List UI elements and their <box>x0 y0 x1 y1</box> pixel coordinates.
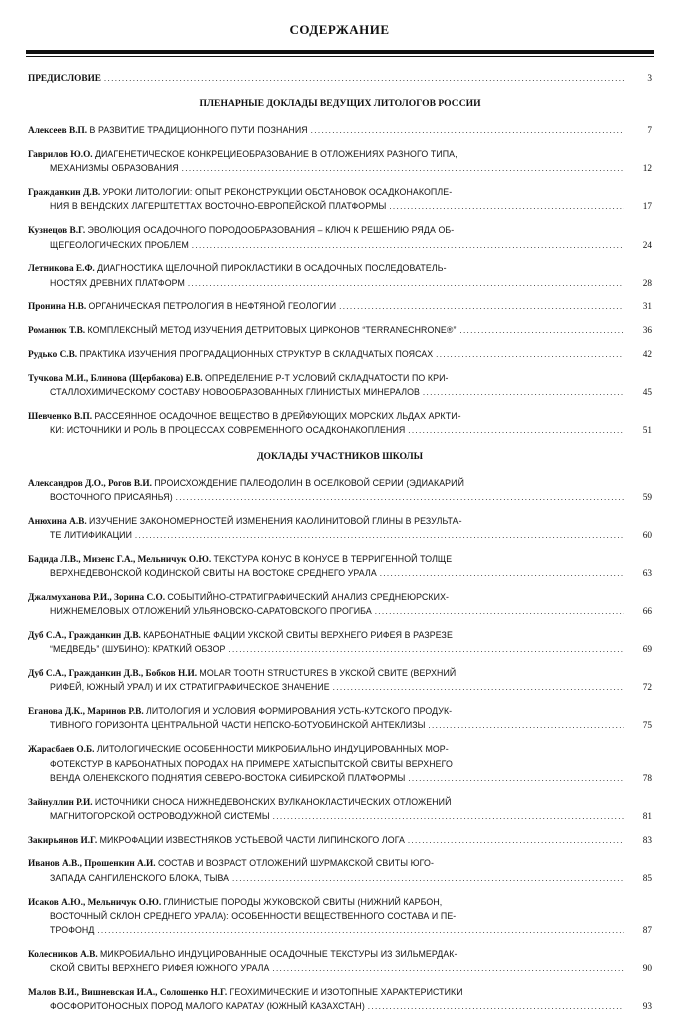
entry-title-line: ИСТОЧНИКИ СНОСА НИЖНЕДЕВОНСКИХ ВУЛКАНОКЛАСТИЧЕСКИХ ОТЛОЖЕНИЙ <box>94 796 452 807</box>
page-number: 81 <box>642 811 652 822</box>
entry-text <box>28 593 449 603</box>
dot-leader <box>273 810 624 823</box>
toc-entry[interactable] <box>28 324 652 338</box>
page-number: 83 <box>642 835 652 846</box>
entry-title-line: ОРГАНИЧЕСКАЯ ПЕТРОЛОГИЯ В НЕФТЯНОЙ ГЕОЛОГИИ <box>88 301 337 312</box>
entry-text <box>28 834 405 848</box>
entry-line <box>28 1000 624 1014</box>
entry-title-line: ЛИТОЛОГИЧЕСКИЕ ОСОБЕННОСТИ МИКРОБИАЛЬНО ИНДУЦИРОВАННЫХ МОР- <box>96 744 449 755</box>
entry-title-line: КИ: ИСТОЧНИКИ И РОЛЬ В ПРОЦЕССАХ СОВРЕМЕННОГО ОСАДКОНАКОПЛЕНИЯ <box>50 425 406 436</box>
entry-text <box>28 226 454 236</box>
entry-line <box>28 477 624 491</box>
dot-leader <box>176 491 624 504</box>
entry-title-line: ВЕНДА ОЛЕНЕКСКОГО ПОДНЯТИЯ СЕВЕРО-ВОСТОКА СИБИРСКОЙ ПЛАТФОРМЫ <box>50 772 406 783</box>
entry-authors: Малов В.И., Вишневская И.А., Солошенко Н.Г. <box>28 988 228 999</box>
toc-entry[interactable] <box>28 705 652 734</box>
entry-text <box>28 479 464 489</box>
entry-title-line: ИЗУЧЕНИЕ ЗАКОНОМЕРНОСТЕЙ ИЗМЕНЕНИЯ КАОЛИНИТОВОЙ ГЛИНЫ В РЕЗУЛЬТА- <box>89 515 462 526</box>
dot-leader <box>408 834 624 847</box>
entry-authors: Закирьянов И.Г. <box>28 835 98 846</box>
title-rule-thick <box>26 50 654 54</box>
entry-authors: Гражданкин Д.В. <box>28 188 101 199</box>
entry-title-line: ТИВНОГО ГОРИЗОНТА ЦЕНТРАЛЬНОЙ ЧАСТИ НЕПСКО-БОТУОБИНСКОЙ АНТЕКЛИЗЫ <box>50 720 426 731</box>
entry-title-line: ВОСТОЧНЫЙ СКЛОН СРЕДНЕГО УРАЛА): ОСОБЕННОСТИ ВЕЩЕСТВЕННОГО СОСТАВА И ПЕ- <box>50 910 457 921</box>
entry-title-line: ОПРЕДЕЛЕНИЕ Р-Т УСЛОВИЙ СКЛАДЧАТОСТИ ПО КРИ- <box>204 372 449 383</box>
page-number: 90 <box>642 964 652 975</box>
entry-authors: Кузнецов В.Г. <box>28 226 86 237</box>
entry-line <box>28 224 624 238</box>
dot-leader <box>192 239 624 252</box>
entry-text <box>28 374 449 384</box>
entry-text <box>50 567 377 581</box>
entry-authors: Романюк Т.В. <box>28 326 86 337</box>
entry-title-line: НИЯ В ВЕНДСКИХ ЛАГЕРШТЕТТАХ ВОСТОЧНО-ЕВРОПЕЙСКОЙ ПЛАТФОРМЫ <box>50 201 387 212</box>
entry-text <box>50 277 185 291</box>
dot-leader <box>311 124 624 137</box>
entry-authors: Исаков А.Ю., Мельничук О.Ю. <box>28 897 162 908</box>
entry-title-line: ТЕКСТУРА КОНУС В КОНУСЕ В ТЕРРИГЕННОЙ ТОЛЩЕ <box>213 553 453 564</box>
entry-line <box>28 834 624 848</box>
entry-authors: Летникова Е.Ф. <box>28 264 95 275</box>
entry-title-line: В РАЗВИТИЕ ТРАДИЦИОННОГО ПУТИ ПОЗНАНИЯ <box>89 125 308 136</box>
toc-entry[interactable] <box>28 896 652 939</box>
entry-title-line: РИФЕЙ, ЮЖНЫЙ УРАЛ) И ИХ СТРАТИГРАФИЧЕСКОЕ ЗНАЧЕНИЕ <box>50 682 330 693</box>
dot-leader <box>333 681 624 694</box>
entry-text <box>50 529 132 543</box>
toc-entry[interactable] <box>28 410 652 439</box>
entry-text <box>50 643 226 657</box>
page-number: 75 <box>642 721 652 732</box>
section-heading: ДОКЛАДЫ УЧАСТНИКОВ ШКОЛЫ <box>256 450 424 462</box>
entry-line <box>28 148 624 162</box>
entry-authors: Гаврилов Ю.О. <box>28 150 93 161</box>
entry-line <box>28 200 624 214</box>
entry-line <box>28 629 624 643</box>
page-number: 59 <box>642 492 652 503</box>
entry-text <box>28 264 447 274</box>
entry-text <box>28 898 442 908</box>
entry-text <box>28 324 456 338</box>
entry-line <box>28 567 624 581</box>
page-number: 24 <box>642 240 652 251</box>
entry-line <box>28 239 624 253</box>
entry-title-line: КОМПЛЕКСНЫЙ МЕТОД ИЗУЧЕНИЯ ДЕТРИТОВЫХ ЦИРКОНОВ “TERRANECHRONE®” <box>87 325 457 336</box>
entry-line <box>28 491 624 505</box>
page-number: 17 <box>642 202 652 213</box>
entry-title-line: ЛИТОЛОГИЯ И УСЛОВИЯ ФОРМИРОВАНИЯ УСТЬ-КУТСКОГО ПРОДУК- <box>146 706 453 717</box>
toc-entry[interactable] <box>28 743 652 786</box>
dot-leader <box>380 567 624 580</box>
entry-line <box>28 796 624 810</box>
entry-title-line: ПРАКТИКА ИЗУЧЕНИЯ ПРОГРАДАЦИОННЫХ СТРУКТУР В СКЛАДЧАТЫХ ПОЯСАХ <box>79 349 434 360</box>
dot-leader <box>104 72 624 85</box>
entry-authors: Александров Д.О., Рогов В.И. <box>28 478 152 489</box>
entry-line <box>28 948 624 962</box>
toc-entry[interactable] <box>28 148 652 177</box>
entry-text <box>28 631 453 641</box>
entry-line <box>28 553 624 567</box>
entry-title-line: ФОСФОРИТОНОСНЫХ ПОРОД МАЛОГО КАРАТАУ (ЮЖНЫЙ КАЗАХСТАН) <box>50 1001 365 1012</box>
entry-title-line: СКОЙ СВИТЫ ВЕРХНЕГО РИФЕЯ ЮЖНОГО УРАЛА <box>50 963 270 974</box>
entry-title-line: ЩЕГЕОЛОГИЧЕСКИХ ПРОБЛЕМ <box>50 239 189 250</box>
entry-line <box>28 262 624 276</box>
entry-line <box>28 681 624 695</box>
entry-text <box>28 950 458 960</box>
dot-leader <box>408 424 624 437</box>
entry-title-line: MOLAR TOOTH STRUCTURES В УКСКОЙ СВИТЕ (ВЕРХНИЙ <box>199 668 457 679</box>
page-number: 60 <box>642 530 652 541</box>
entry-title-line: СОСТАВ И ВОЗРАСТ ОТЛОЖЕНИЙ ШУРМАКСКОЙ СВИТЫ ЮГО- <box>157 858 434 869</box>
page-number: 69 <box>642 645 652 656</box>
entry-title-line: УРОКИ ЛИТОЛОГИИ: ОПЫТ РЕКОНСТРУКЦИИ ОБСТАНОВОК ОСАДКОНАКОПЛЕ- <box>102 187 453 198</box>
section-heading: ПЛЕНАРНЫЕ ДОКЛАДЫ ВЕДУЩИХ ЛИТОЛОГОВ РОССИИ <box>199 98 481 110</box>
entry-text <box>28 707 452 717</box>
entry-authors: Рудько С.В. <box>28 350 78 361</box>
entry-title-line: МИКРОБИАЛЬНО ИНДУЦИРОВАННЫЕ ОСАДОЧНЫЕ ТЕКСТУРЫ ИЗ ЗИЛЬМЕРДАК- <box>100 948 458 959</box>
entry-text <box>50 605 372 619</box>
entry-line <box>28 529 624 543</box>
toc-entry[interactable] <box>28 986 652 1015</box>
entry-title-line: НОСТЯХ ДРЕВНИХ ПЛАТФОРМ <box>50 277 185 288</box>
dot-leader <box>188 277 624 290</box>
entry-line <box>28 300 624 314</box>
entry-title-line: СТАЛЛОХИМИЧЕСКОМУ СОСТАВУ НОВООБРАЗОВАННЫХ ГЛИНИСТЫХ МИНЕРАЛОВ <box>50 387 421 398</box>
page-number: 7 <box>647 126 652 137</box>
entry-line <box>28 372 624 386</box>
entry-line <box>28 705 624 719</box>
toc-entry[interactable] <box>28 348 652 362</box>
entry-text <box>50 386 420 400</box>
page-number: 36 <box>642 326 652 337</box>
entry-authors: Еганова Д.К., Маринов Р.В. <box>28 707 144 718</box>
toc-entry[interactable] <box>28 224 652 253</box>
entry-text <box>50 162 179 176</box>
dot-leader <box>408 772 624 785</box>
entry-authors: Дуб С.А., Гражданкин Д.В. <box>28 630 141 641</box>
entry-authors: Шевченко В.П. <box>28 411 93 422</box>
entry-line <box>28 515 624 529</box>
toc-entry[interactable] <box>28 477 652 506</box>
entry-title-line: МАГНИТОГОРСКОЙ ОСТРОВОДУЖНОЙ СИСТЕМЫ <box>50 810 270 821</box>
entry-text <box>28 348 433 362</box>
entry-line <box>28 857 624 871</box>
entry-text <box>28 188 452 198</box>
toc-entry[interactable] <box>28 834 652 848</box>
entry-text <box>50 200 386 214</box>
page-title: СОДЕРЖАНИЕ <box>289 22 390 37</box>
table-of-contents <box>28 72 652 1024</box>
entry-title-line: ТЕ ЛИТИФИКАЦИИ <box>50 529 133 540</box>
entry-line <box>28 591 624 605</box>
entry-text <box>28 988 463 998</box>
entry-title-line: МИКРОФАЦИИ ИЗВЕСТНЯКОВ УСТЬЕВОЙ ЧАСТИ ЛИПИНСКОГО ЛОГА <box>99 834 405 845</box>
entry-line <box>28 872 624 886</box>
entry-text <box>28 669 456 679</box>
dot-leader <box>423 386 624 399</box>
dot-leader <box>229 643 624 656</box>
entry-text <box>28 300 336 314</box>
dot-leader <box>135 529 624 542</box>
dot-leader <box>375 605 624 618</box>
dot-leader <box>436 348 624 361</box>
entry-line <box>28 924 624 938</box>
entry-line <box>28 743 624 757</box>
entry-line <box>28 667 624 681</box>
dot-leader <box>368 1000 624 1013</box>
entry-line <box>28 424 624 438</box>
page-number: 87 <box>642 926 652 937</box>
entry-text <box>28 517 462 527</box>
entry-line <box>28 605 624 619</box>
entry-line <box>28 910 624 924</box>
entry-text <box>28 798 452 808</box>
entry-authors: Бадида Л.В., Мизенс Г.А., Мельничук О.Ю. <box>28 554 212 565</box>
toc-entry[interactable] <box>28 553 652 582</box>
toc-entry[interactable] <box>28 629 652 658</box>
entry-line <box>28 962 624 976</box>
entry-title-line: ВОСТОЧНОГО ПРИСАЯНЬЯ) <box>50 491 173 502</box>
entry-title-line: ГЛИНИСТЫЕ ПОРОДЫ ЖУКОВСКОЙ СВИТЫ (НИЖНИЙ КАРБОН, <box>163 896 443 907</box>
entry-text <box>50 924 94 938</box>
entry-authors: Алексеев В.П. <box>28 126 88 137</box>
entry-line <box>28 410 624 424</box>
entry-title-line: ЗАПАДА САНГИЛЕНСКОГО БЛОКА, ТЫВА <box>50 872 230 883</box>
entry-text <box>28 555 452 565</box>
toc-entry[interactable] <box>28 796 652 825</box>
page-number: 31 <box>642 302 652 313</box>
entry-text <box>50 962 269 976</box>
entry-title-line: ВЕРХНЕДЕВОНСКОЙ КОДИНСКОЙ СВИТЫ НА ВОСТОКЕ СРЕДНЕГО УРАЛА <box>50 568 377 579</box>
entry-authors: Тучкова М.И., Блинова (Щербакова) Е.В. <box>28 373 203 384</box>
toc-entry[interactable] <box>28 515 652 544</box>
entry-title-line: КАРБОНАТНЫЕ ФАЦИИ УКСКОЙ СВИТЫ ВЕРХНЕГО РИФЕЯ В РАЗРЕЗЕ <box>143 629 453 640</box>
entry-authors: Жарасбаев О.Б. <box>28 745 95 756</box>
entry-line <box>28 324 624 338</box>
toc-entry[interactable] <box>28 591 652 620</box>
dot-leader <box>272 962 624 975</box>
entry-line <box>28 758 624 772</box>
entry-authors: Дуб С.А., Гражданкин Д.В., Бобков Н.И. <box>28 669 198 680</box>
entry-text <box>28 745 449 755</box>
entry-title-line: ЭВОЛЮЦИЯ ОСАДОЧНОГО ПОРОДООБРАЗОВАНИЯ – КЛЮЧ К РЕШЕНИЮ РЯДА ОБ- <box>87 225 455 236</box>
entry-text <box>50 872 229 886</box>
entry-line <box>28 772 624 786</box>
entry-title-line: ДИАГЕНЕТИЧЕСКОЕ КОНКРЕЦИЕОБРАЗОВАНИЕ В ОТЛОЖЕНИЯХ РАЗНОГО ТИПА, <box>94 149 458 160</box>
entry-line <box>28 643 624 657</box>
toc-entry[interactable] <box>28 948 652 977</box>
toc-entry[interactable] <box>28 186 652 215</box>
entry-line <box>28 348 624 362</box>
entry-title-line: ПРОИСХОЖДЕНИЕ ПАЛЕОДОЛИН В ОСЕЛКОВОЙ СЕРИИ (ЭДИАКАРИЙ <box>154 477 464 488</box>
entry-line <box>28 986 624 1000</box>
toc-entry[interactable] <box>28 300 652 314</box>
page-number: 12 <box>642 164 652 175</box>
entry-authors: Зайнуллин Р.И. <box>28 797 93 808</box>
entry-text <box>28 124 308 138</box>
entry-line <box>28 386 624 400</box>
toc-entry[interactable] <box>28 857 652 886</box>
entry-line <box>28 719 624 733</box>
entry-text <box>50 681 330 695</box>
dot-leader <box>182 162 624 175</box>
entry-authors: Анюхина А.В. <box>28 516 87 527</box>
dot-leader <box>97 924 624 937</box>
toc-entry-preface[interactable] <box>28 72 652 86</box>
entry-line <box>28 277 624 291</box>
page-number: 63 <box>642 569 652 580</box>
entry-text <box>50 719 426 733</box>
entry-line <box>28 896 624 910</box>
entry-text <box>50 912 456 922</box>
toc-entry[interactable] <box>28 667 652 696</box>
entry-text <box>28 150 458 160</box>
toc-entry[interactable] <box>28 262 652 291</box>
entry-title-line: ГЕОХИМИЧЕСКИЕ И ИЗОТОПНЫЕ ХАРАКТЕРИСТИКИ <box>229 987 463 998</box>
entry-title-line: ТРОФОНД <box>50 925 95 936</box>
toc-entry[interactable] <box>28 372 652 401</box>
dot-leader <box>339 300 624 313</box>
entry-text <box>28 859 434 869</box>
preface-label: ПРЕДИСЛОВИЕ <box>28 74 102 84</box>
entry-text <box>50 810 270 824</box>
entry-text <box>50 424 405 438</box>
entry-title-line: РАССЕЯННОЕ ОСАДОЧНОЕ ВЕЩЕСТВО В ДРЕЙФУЮЩИХ МОРСКИХ ЛЬДАХ АРКТИ- <box>94 410 461 421</box>
entry-title-line: ФОТЕКСТУР В КАРБОНАТНЫХ ПОРОДАХ НА ПРИМЕРЕ ХАТЫСПЫТСКОЙ СВИТЫ ВЕРХНЕГО <box>50 758 453 769</box>
entry-line <box>28 124 624 138</box>
entry-text <box>50 491 173 505</box>
entry-authors: Колесников А.В. <box>28 949 98 960</box>
page-number: 3 <box>647 74 652 84</box>
entry-text <box>50 239 189 253</box>
entry-title-line: НИЖНЕМЕЛОВЫХ ОТЛОЖЕНИЙ УЛЬЯНОВСКО-САРАТОВСКОГО ПРОГИБА <box>50 606 372 617</box>
entry-text <box>50 760 453 770</box>
entry-title-line: МЕХАНИЗМЫ ОБРАЗОВАНИЯ <box>50 163 179 174</box>
entry-title-line: СОБЫТИЙНО-СТРАТИГРАФИЧЕСКИЙ АНАЛИЗ СРЕДНЕЮРСКИХ- <box>167 591 450 602</box>
dot-leader <box>429 719 624 732</box>
page-number: 28 <box>642 278 652 289</box>
entry-line <box>28 810 624 824</box>
page-number: 42 <box>642 350 652 361</box>
dot-leader <box>459 324 624 337</box>
page-number: 45 <box>642 388 652 399</box>
page-number: 66 <box>642 607 652 618</box>
dot-leader <box>389 200 624 213</box>
dot-leader <box>232 872 624 885</box>
page-number: 93 <box>642 1002 652 1013</box>
entry-text <box>50 1000 365 1014</box>
entry-authors: Джалмуханова Р.И., Зорина С.О. <box>28 592 166 603</box>
entry-authors: Пронина Н.В. <box>28 302 87 313</box>
entry-text <box>50 772 405 786</box>
entry-title-line: “МЕДВЕДЬ” (ШУБИНО): КРАТКИЙ ОБЗОР <box>50 644 226 655</box>
title-rule-thin <box>26 56 654 57</box>
entry-authors: Иванов А.В., Прошенкин А.И. <box>28 859 156 870</box>
page-number: 78 <box>642 773 652 784</box>
entry-text <box>28 412 461 422</box>
entry-title-line: ДИАГНОСТИКА ЩЕЛОЧНОЙ ПИРОКЛАСТИКИ В ОСАДОЧНЫХ ПОСЛЕДОВАТЕЛЬ- <box>97 263 447 274</box>
page-number: 51 <box>642 426 652 437</box>
page-number: 85 <box>642 873 652 884</box>
entry-line <box>28 186 624 200</box>
entry-line <box>28 162 624 176</box>
toc-entry[interactable] <box>28 124 652 138</box>
page-number: 72 <box>642 683 652 694</box>
